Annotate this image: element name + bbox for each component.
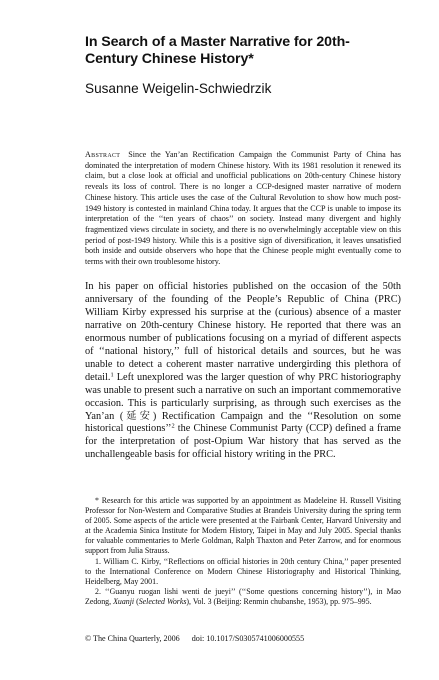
abstract-text: Since the Yan’an Rectification Campaign the Communist Party of China has dominated the interpretation of modern Chinese history. With its 1981 resolution it renewed its claim, but a close look at official and unofficial publications on 20th-century Chinese history reveals its loss of control. There is no longer a CCP-designed master narrative of modern Chinese history. This article uses the case of the Cultural Revolution to show how much post-1949 history is contested in mainland China today. It argues that the CCP is unable to impose its interpretation of the ‘‘ten years of chaos’’ on society. Instead many divergent and highly fragmentized views circulate in society, and there is no overwhelmingly acceptable view on this period of post-1949 history. While this is a positive sign of diversification, it leaves unsatisfied both inside and outside observers who hope that the Chinese people might eventually come to terms with their own troublesome history.	[85, 150, 401, 267]
abstract-label: Abstract	[85, 150, 121, 159]
body-text-part-2: Left unexplored was the larger question of why PRC historiography was unable to present such a narrative on such an important commemorative occasion. This is particularly surprising, as through such exercises as the Yan’an (延安) Rectification Campaign and the ‘‘Resolution on some historical questions’’	[85, 371, 401, 435]
body-paragraph	[85, 281, 401, 462]
footnote-ref-2[interactable]: 2	[171, 422, 175, 430]
footnotes	[85, 496, 401, 607]
body-text-part-1: In his paper on official histories published on the occasion of the 50th anniversary of the founding of the People’s Republic of China (PRC) William Kirby expressed his surprise at the (curious) absence of a master narrative on 20th-century Chinese history. He reported that there was an enormous number of publications focusing on a myriad of different aspects of ‘‘national history,’’ full of historical details and sources, but he was unable to detect a coherent master narrative undergirding this plethora of detail.	[85, 281, 401, 383]
footnote-1: 1. William C. Kirby, ‘‘Reflections on official histories in 20th century China,’’ paper presented to the International Conference on Modern Chinese Historiography and Historical Thinking, Heidelberg, May 2001.	[85, 556, 401, 586]
article-page	[85, 0, 401, 680]
footnote-ref-1[interactable]: 1	[110, 371, 114, 379]
doi[interactable]: doi: 10.1017/S0305741006000555	[191, 634, 305, 643]
footnote-2-text-c: ), Vol. 3 (Beijing: Renmin chubanshe, 1953), pp. 975–995.	[186, 596, 372, 606]
article-author: Susanne Weigelin-Schwiedrzik	[85, 81, 272, 96]
footnote-2-text-b: (	[134, 596, 139, 606]
copyright-line	[85, 634, 401, 644]
footnote-2	[85, 587, 401, 607]
footnote-2-text-a: 2. ‘‘Guanyu ruogan lishi wenti de jueyi’’ (‘‘Some questions concerning history’’), in Mao Zedong,	[85, 586, 401, 606]
copyright-holder: © The China Quarterly, 2006	[85, 634, 180, 643]
article-title: In Search of a Master Narrative for 20th-Century Chinese History*	[85, 34, 350, 67]
footnote-2-work: Xuanji	[113, 596, 135, 606]
footnote-acknowledgement: * Research for this article was supported by an appointment as Madeleine H. Russell Visiting Professor for Non-Western and Comparative Studies at Brandeis University during the spring term of 2005. Some aspects of the article were presented at the Fairbank Center, Harvard University and at the Academia Sinica Institute for Modern History, Taipei in May and July 2005. Special thanks for valuable commentaries to Merle Goldman, Ralph Thaxton and Peter Zarrow, and for enormous support from Julia Strauss.	[85, 496, 401, 556]
footnote-2-work-english: Selected Works	[138, 596, 187, 606]
body-text-part-3: the Chinese Communist Party (CCP) defined a frame for the interpretation of post-Opium War history that has served as the unchallengeable basis for official history writing in the PRC.	[85, 423, 402, 461]
abstract	[85, 150, 401, 268]
